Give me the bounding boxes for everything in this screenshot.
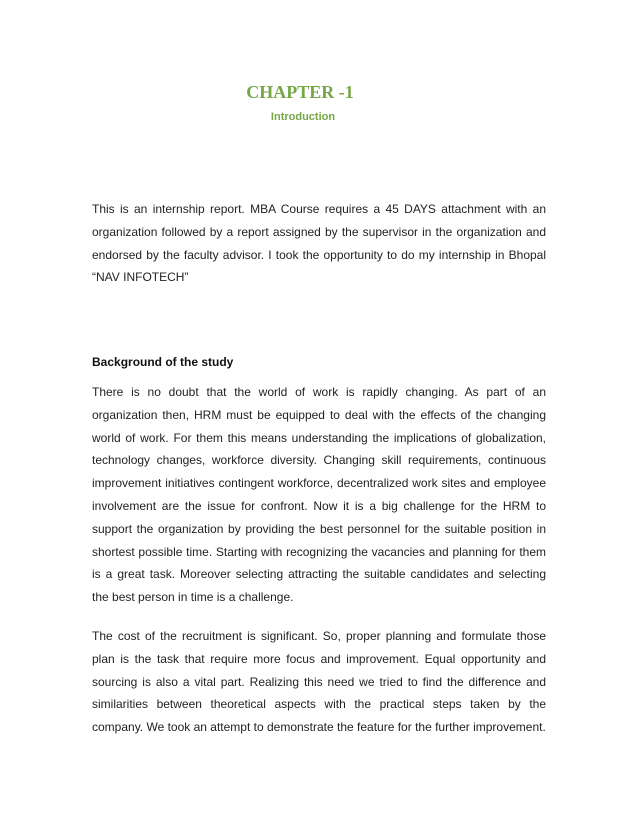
section-heading-background: Background of the study xyxy=(92,355,234,369)
chapter-title: CHAPTER -1 xyxy=(246,82,354,102)
background-paragraph-1: There is no doubt that the world of work is rapidly changing. As part of an organization then, HRM must be equipped to deal with the effects of the changing world of work. For them this means understanding the implications of globalization, technology changes, workforce diversity. Changing skill requirements, continuous improvement initiatives contingent workforce, decentralized work sites and employee involvement are the issue for confront. Now it is a big challenge for the HRM to support the organization by providing the best personnel for the suitable position in shortest possible time. Starting with recognizing the vacancies and planning for them is a great task. Moreover selecting attracting the suitable candidates and selecting the best person in time is a challenge. xyxy=(92,385,546,605)
chapter-subtitle: Introduction xyxy=(270,111,336,123)
background-paragraph-2: The cost of the recruitment is significant. So, proper planning and formulate those plan is the task that require more focus and improvement. Equal opportunity and sourcing is also a vital part. Realizing this need we tried to find the difference and similarities between theoretical aspects with the practical steps taken by the company. We took an attempt to demonstrate the feature for the further improvement. xyxy=(92,629,546,735)
intro-paragraph: This is an internship report. MBA Course requires a 45 DAYS attachment with an organization followed by a report assigned by the supervisor in the organization and endorsed by the faculty advisor. I took the opportunity to do my internship in Bhopal “NAV INFOTECH” xyxy=(92,202,546,285)
